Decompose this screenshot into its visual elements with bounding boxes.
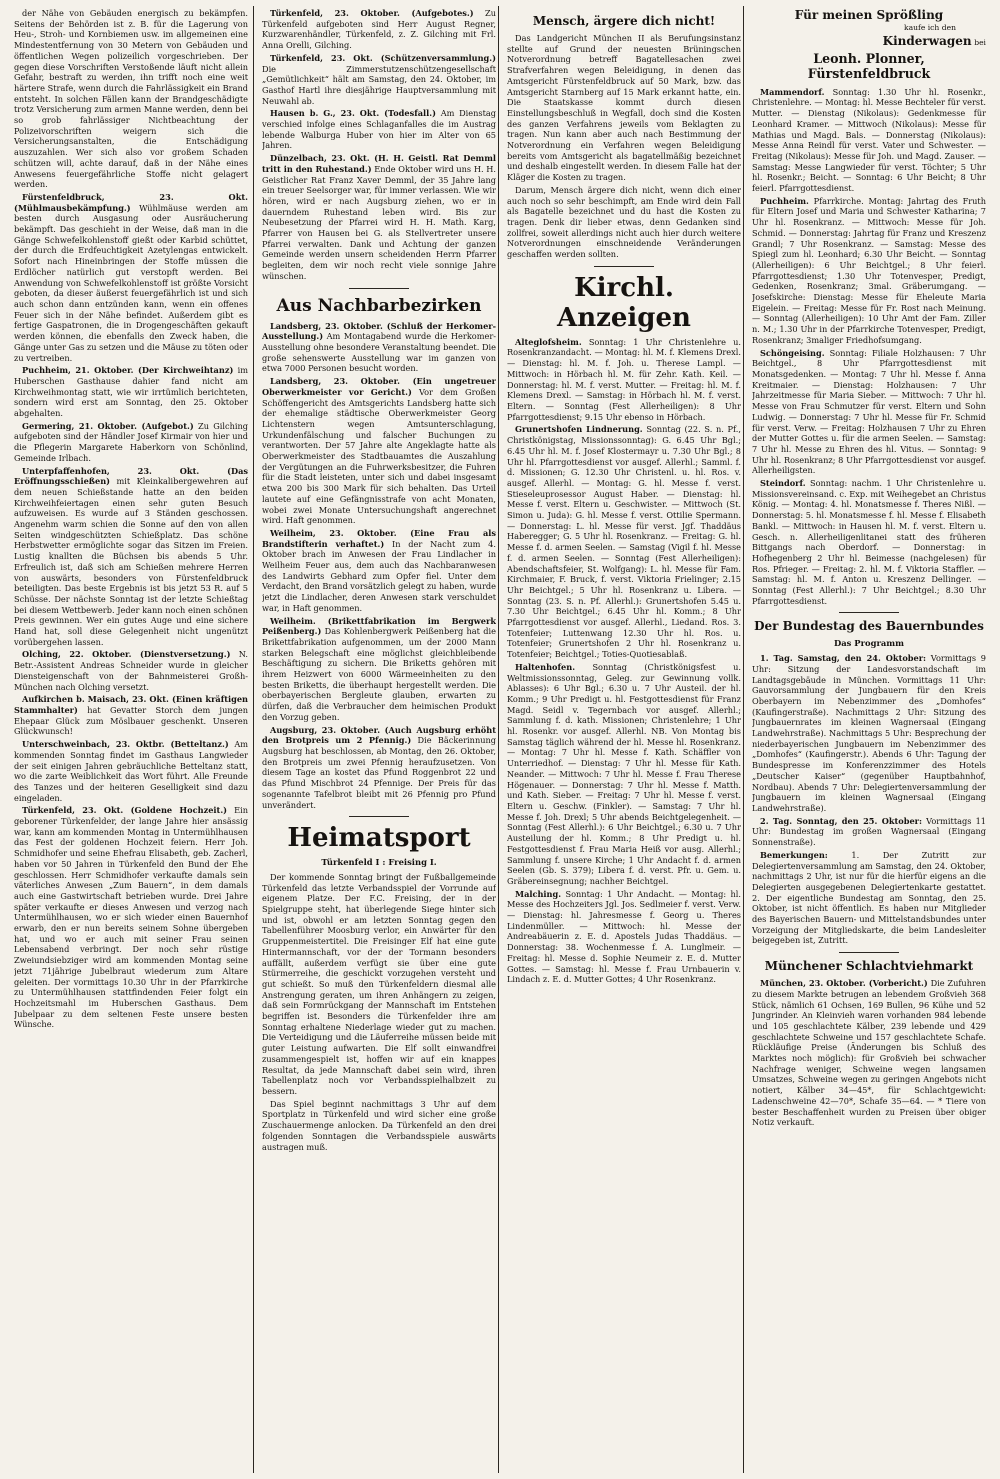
- article-text: Der kommende Sonntag bringt der Fußballgemeinde Türkenfeld das letzte Verbandsspiel der Vorrunde auf eigenem Platze. Der F.C. Freising, der in der Spielgruppe steht, hat überlegende Siege hinter sich und ist, obwohl er am letzten Sonntag gegen den Tabellenführer Moosburg verlor, ein Anwärter für den Gruppenmeistertitel. Die Freisinger Elf hat eine gute Hintermannschaft, vor der der Tormann besonders auffällt, außerdem verfügt sie über eine gute Stürmerreihe, die geschickt vorzugehen versteht und gut schießt. So muß den Türkenfeldern diesmal alle Anstrengung geraten, um ihren Anhängern zu zeigen, daß sein Formrückgang der Mannschaft im Entstehen begriffen ist. Besonders die Türkenfelder ihre am Sonntag erhaltene Niederlage wieder gut zu machen. Die Verteidigung und die Läuferreihe müssen beide mit guter Leistung aufwarten. Die Elf sollt einwandfrei zusammengespielt ist, hoffen wir auf ein knappes Resultat, da jede Mannschaft dabei sein wird, ihren Tabellenplatz noch vor Verbandsspielhalbzeit zu bessern.: [262, 871, 496, 1096]
- separator: [349, 288, 409, 289]
- article-paragraph: [14, 649, 248, 692]
- article-list: [507, 337, 741, 985]
- column-2: [262, 8, 496, 1473]
- ad-product: Kinderwagen: [882, 33, 972, 48]
- article-paragraph: [752, 348, 986, 476]
- sport-subheading: Türkenfeld I : Freising I.: [321, 857, 437, 868]
- article-list: [752, 978, 986, 1128]
- article-paragraph: [14, 694, 248, 737]
- article-paragraph: [262, 725, 496, 811]
- article-text: Das Kohlenbergwerk Peißenberg hat die Brikettfabrikation aufgenommen, um der 2000 Mann starken Belegschaft eine möglichst gleichbleibende Beschäftigung zu sichern. Die Briketts gehören mit ihrem Heizwert von 6000 Wärmeeinheiten zu den besten Briketts, die überhaupt hergestellt werden. Die oberbayerischen Bergleute glauben, erwarten zu dürfen, daß die Verbraucher dem heimischen Produkt den Vorzug geben.: [262, 626, 496, 722]
- column-1: [14, 8, 248, 1473]
- article-text: Ein geborener Türkenfelder, der lange Jahre hier ansässig war, kann am kommenden Montag in Untermühlhausen das Fest der goldenen Hochzeit feiern. Herr Joh. Schmidhofer und seine Ehefrau Elisabeth, geb. Zacherl, haben vor 50 Jahren in Türkenfeld den Bund der Ehe geschlossen. Herr Schmidhofer verkaufte damals sein väterliches Anwesen „Zum Bauern“, in dem damals auch eine Gastwirtschaft betrieben wurde. Drei Jahre später verkaufte er dieses Anwesen und verzog nach Untermühlhausen, wo er sich wieder einen Bauernhof erwarb, den er nun bereits seinem Sohne übergeben hat, und wo er auch mit seiner Frau seinen Lebensabend verbringt. Der noch sehr rüstige Zweiundsiebziger wird am kommenden Montag seine jetzt 71jährige Jubelbraut wiederum zum Altare geleiten. Der vormittags 10.30 Uhr in der Pfarrkirche zu Untermühlhausen stattfindenden Feier folgt ein Hochzeitsmahl im Huberschen Gasthaus. Dem Jubelpaar zu dem seltenen Feste unsere besten Wünsche.: [14, 805, 248, 1030]
- column-rule: [498, 6, 499, 1473]
- article-text: Wühlmäuse werden am besten durch Ausgasung oder Ausräucherung bekämpft. Das geschieht in der Weise, daß man in die Gänge Schwefelkohlenstoff gießt oder Karbid schüttet, der durch die Erdfeuchtigkeit Azetylengas entwickelt. Sofort nach Hineinbringen der Stoffe müssen die Erdlöcher natürlich gut verstopft werden. Bei Anwendung von Schwefelkohlenstoff ist größte Vorsicht geboten, da dieser äußerst feuergefährlich ist und sich auch schon dann entzünden kann, wenn ein offenes Feuer sich in der Nähe befindet. Außerdem gibt es fertige Gaspatronen, die in Drogengeschäften gekauft werden können, die ebenfalls den Zweck haben, die Gänge unter Gas zu setzen und die Mäuse zu töten oder zu vertreiben.: [14, 202, 248, 363]
- article-text: Pfarrkirche. Montag: Jahrtag des Fruth für Eltern Josef und Maria und Schwester Katharina; 7 Uhr hl. Rosenkranz. — Mittwoch: Messe für Joh. Schmid. — Donnerstag: Jahrtag für Franz und Kreszenz Grandl; 7 Uhr Rosenkranz. — Samstag: Messe des Spiegl zum hl. Leonhard; 6.30 Uhr Beicht. — Sonntag (Allerheiligen): 6 Uhr Beichtgel.; 8 Uhr feierl. Pfarrgottesdienst; 1.30 Uhr Totenvesper, Predigt, Gedenken, Rosenkranz; 3mal. Gräberumgang. — Josefskirche: Dienstag: Messe für Eheleute Maria Eigelein. — Freitag: Messe für Fr. Rost nach Meinung. — Sonntag (Allerheiligen): 10 Uhr Amt der Fam. Ziller n. M.; 1.30 Uhr in der Pfarrkirche Totenvesper, Predigt, Rosenkranz; 3maliger Friedhofsumgang.: [752, 195, 986, 345]
- article-dateline: Olching, 22. Oktober. (Dienstversetzung.): [22, 649, 231, 660]
- article-text: Sonntag (22. S. n. Pf., Christkönigstag, Missionssonntag): G. 6.45 Uhr Bgl.; 6.45 Uhr hl. M. f. Josef Klostermayr u. 7.30 Uhr Bgl.; 8 Uhr hl. Pfarrgottesdienst vor ausgef. Allerhl.; Samml. f. d. Missionen; G. 12.30 Uhr Christenl. u. hl. Ros. v. ausgef. Allerhl. — Montag: G. hl. Messe f. verst. Stieseleuprosessor August Haber. — Dienstag: hl. Messe f. verst. Eltern u. Geschwister. — Mittwoch (St. Simon u. Juda): G. hl. Messe f. verst. Ottilie Spermann. — Donnerstag: L. hl. Messe für verst. Jgf. Thaddäus Haberegger; G. 5 Uhr hl. Rosenkranz. — Freitag: G. hl. Messe f. d. armen Seelen. — Samstag (Vigil f. hl. Messe f. d. armen Seelen. — Sonntag (Fest Allerheiligen): Abendschaftsfeier, St. Wolfgang): L. hl. Messe für Fam. Kirchmaier, F. Bruck, f. verst. Viktoria Frielinger; 2.15 Uhr Beichtgel.; 5 Uhr hl. Rosenkranz u. Libera. — Sonntag (23. S. n. Pf. Allerhl.): Grunertshofen 5.45 u. 7.30 Uhr Beichtgel.; 6.45 Uhr hl. Komm.; 8 Uhr Pfarrgottesdienst vor ausgef. Allerhl., Liedand. Ros. 3. Totenfeier; Luttenwang 12.30 Uhr hl. Ros. u. Totenfeier; Grunertshofen 2 Uhr hl. Rosenkranz u. Totenfeier; Beichtgel.; Toties-Quotiesablaß.: [507, 424, 741, 660]
- article-paragraph: [14, 466, 248, 648]
- section-heading-bundestag: Der Bundestag des Bauernbundes: [754, 619, 984, 634]
- article-text: mit Kleinkalibergewehren auf dem neuen Schießstande hatte an den beiden Kirchweihfeiertagen einen sehr guten Besuch aufzuweisen. Es wurde auf 3 Ständen geschossen. Angenehm warm schien die Sonne auf den von allen Seiten windgeschützten Schießplatz. Das schöne Herbstwetter ermöglichte sogar das Sitzen im Freien. Lustig knallten die Büchsen bis abends 5 Uhr. Erfreulich ist, daß sich am Schießen mehrere Herren von auswärts, besonders von Fürstenfeldbruck beteiligten. Das beste Ergebnis ist bis jetzt 53 R. auf 5 Schüsse. Der nächste Sonntag ist der letzte Schießtag bei diesem Wettbewerb. Jeder kann noch einen schönen Preis gewinnen. Wer ein gutes Auge und eine sichere Hand hat, soll diese Gelegenheit nicht ungenützt vorübergehen lassen.: [14, 476, 248, 647]
- article-dateline: München, 23. Oktober. (Vorbericht.): [760, 978, 928, 989]
- column-4: [752, 8, 986, 1473]
- article-list: [14, 8, 248, 1030]
- article-text: Zu Gilching aufgeboten sind der Händler Josef Kirmair von hier und die Pflegerin Margarete Haberkorn von Schönlind, Gemeinde Irlbach.: [14, 420, 248, 463]
- article-paragraph: [14, 8, 248, 190]
- article-text: Am Dienstag verschied infolge eines Schlaganfalles die im Austrag lebende Walburga Huber von hier im Alter von 65 Jahren.: [262, 108, 496, 151]
- section-heading-kirchl-anzeigen: Kirchl. Anzeigen: [557, 272, 691, 333]
- article-dateline: Alteglofsheim.: [515, 336, 582, 347]
- article-text: Sonntag: Filiale Holzhausen: 7 Uhr Beichtgel., 8 Uhr Pfarrgottesdienst mit Monatsgedenken. — Montag: 7 Uhr hl. Messe f. Anna Kreitmaier. — Dienstag: Holzhausen: 7 Uhr Jahrzeitmesse für Maria Sieber. — Mittwoch: 7 Uhr hl. Messe von Frau Schmutzer für verst. Eltern und Sohn Ludwig. — Donnerstag: 7 Uhr hl. Messe für Fr. Schmid für verst. Verw. — Freitag: Holzhausen 7 Uhr zu Ehren der Mutter Gottes u. für die armen Seelen. — Samstag: 7 Uhr hl. Messe zu Ehren des hl. Vitus. — Sonntag: 9 Uhr hl. Rosenkranz; 8 Uhr Pfarrgottesdienst vor ausgef. Allerheiligsten.: [752, 347, 986, 476]
- ad-merchant: Leonh. Plonner, Fürstenfeldbruck: [807, 50, 931, 81]
- article-text: Vor dem Großen Schöffengericht des Amtsgerichts Landsberg hatte sich der ehemalige städtische Oberwerkmeister Georg Lichtenstern wegen Amtsunterschlagung, Urkundenfälschung und falscher Buchungen zu verantworten. Der 57 Jahre alte Angeklagte hatte als Oberwerkmeister des Stadtbauamtes die Auszahlung der Vergütungen an die Fuhrwerksbesitzer, die Fuhren für die Stadt leisteten, unter sich und dabei insgesamt etwa 200 bis 300 Mark für sich behalten. Das Urteil lautete auf eine Gefängnisstrafe von acht Monaten, wobei zwei Monate Untersuchungshaft angerechnet wird. Haft genommen.: [262, 386, 496, 526]
- article-text: Das Spiel beginnt nachmittags 3 Uhr auf dem Sportplatz in Türkenfeld und wird sicher eine große Zuschauermenge anlocken. Da Türkenfeld an den drei folgenden Sonntagen die Verbandsspiele auswärts austragen muß.: [262, 1098, 496, 1152]
- article-dateline: Germering, 21. Oktober. (Aufgebot.): [22, 420, 194, 431]
- article-text: Zu Türkenfeld aufgeboten sind Herr August Regner, Kurzwarenhändler, Türkenfeld, z. Z. Gilching mit Frl. Anna Orelli, Gilching.: [262, 8, 496, 51]
- article-text: Vormittags 11 Uhr: Bundestag im großen Wagnersaal (Eingang Sonnenstraße).: [752, 815, 986, 848]
- column-rule: [253, 6, 254, 1473]
- article-text: Sonntag: 1 Uhr Christenlehre u. Rosenkranzandacht. — Montag: hl. M. f. Klemens Drexl. — Dienstag: hl. M. f. Joh. u. Therese Lampl. — Mittwoch: in Hörbach hl. M. für Zehr. Kath. Keil. — Donnerstag: hl. M. f. verst. Mutter. — Freitag: hl. M. f. Klemens Drexl. — Samstag: in Hörbach hl. M. f. verst. Eltern. — Sonntag (Fest Allerheiligen): 8 Uhr Pfarrgottesdienst; 9.15 Uhr ebenso in Hörbach.: [507, 336, 741, 422]
- article-dateline: Puchheim.: [760, 195, 809, 206]
- article-dateline: 2. Tag. Sonntag, den 25. Oktober:: [760, 815, 923, 826]
- ad-line: kaufe ich den: [904, 23, 956, 32]
- article-dateline: Haltenhofen.: [515, 661, 576, 672]
- article-dateline: Augsburg, 23. Oktober. (Auch Augsburg erhöht den Brotpreis um 2 Pfennig.): [262, 724, 496, 746]
- article-dateline: Grunertshofen Lindnerung.: [515, 424, 643, 435]
- article-text: Am kommenden Sonntag findet im Gasthaus Langwieder der seit einigen Jahren gebräuchliche Betteltanz statt, wo die zarte Weiblichkeit das Wort führt. Alle Freunde des Tanzes und der heiteren Geselligkeit sind dazu eingeladen.: [14, 739, 248, 803]
- article-paragraph: [507, 337, 741, 423]
- article-paragraph: [262, 616, 496, 723]
- article-list: [752, 653, 986, 946]
- article-paragraph: [752, 87, 986, 194]
- article-paragraph: [752, 816, 986, 848]
- article-dateline: 1. Tag. Samstag, den 24. Oktober:: [760, 653, 927, 664]
- separator: [839, 612, 899, 613]
- article-list: [262, 321, 496, 811]
- article-dateline: Weilheim. (Brikettfabrikation im Bergwerk Peißenberg.): [262, 615, 496, 637]
- article-text: Sonntag: 1.30 Uhr hl. Rosenkr., Christenlehre. — Montag: hl. Messe Bechteler für verst. Mutter. — Dienstag (Nikolaus): Gedenkmesse für Leonhard Kramer. — Mittwoch (Nikolaus): Messe für Mathias und Magd. Bals. — Donnerstag (Nikolaus): Messe Anna Reindl für verst. Vater und Schwester. — Freitag (Nikolaus): Messe für Joh. und Magd. Zauser. — Samstag: Messe Langwieder für verst. Töchter; 5 Uhr hl. Rosenkr.; Beicht. — Sonntag: 6 Uhr Beicht; 8 Uhr feierl. Pfarrgottesdienst.: [752, 86, 986, 194]
- article-list: [752, 87, 986, 607]
- ad-line: Für meinen Sprößling: [794, 8, 944, 22]
- article-text: Die Zimmerstutzenschützengesellschaft „Gemütlichkeit“ hält am Samstag, den 24. Oktober, im Gasthof Hartl ihre diesjährige Hauptversammlung mit Neuwahl ab.: [262, 63, 496, 106]
- article-paragraph: [507, 185, 741, 260]
- article-paragraph: [507, 33, 741, 183]
- article-paragraph: [262, 321, 496, 375]
- section-heading-nachbarbezirke: Aus Nachbarbezirken: [276, 295, 482, 316]
- separator: [839, 952, 899, 953]
- article-text: Die Bäckerinnung Augsburg hat beschlossen, ab Montag, den 26. Oktober, den Brotpreis um zwei Pfennig heraufzusetzen. Von diesem Tage an kostet das Pfund Roggenbrot 22 und das Pfund Mischbrot 24 Pfennige. Der Preis für das sogenannte Tafelbrot bleibt mit 26 Pfennig pro Pfund unverändert.: [262, 735, 496, 810]
- article-paragraph: [752, 978, 986, 1128]
- article-text: Darum, Mensch ärgere dich nicht, wenn dich einer auch noch so sehr beschimpft, am Ende wird dein Fall als Bagatelle bezeichnet und du hast die Kosten zu tragen. Denk dir lieber etwas, denn Gedanken sind zollfrei, soweit allerdings nicht auch hier durch weitere Notverordnungen einschneidende Veränderungen geschaffen werden sollten.: [507, 184, 741, 260]
- article-dateline: Aufkirchen b. Maisach, 23. Okt. (Einen kräftigen Stammhalter): [14, 694, 248, 715]
- separator: [349, 816, 409, 817]
- article-text: im Huberschen Gasthause dahier fand nicht am Kirchweihmontag statt, wie wir irrtümlich berichteten, sondern wird erst am Sonntag, den 25. Oktober abgehalten.: [14, 365, 248, 419]
- article-text: 1. Der Zutritt zur Delegiertenversammlung am Samstag, den 24. Oktober, nachmittags 2 Uhr, ist nur für die hierfür eigens an die Delegierten ausgegebenen Delegiertenkarte gestattet. 2. Der eigentliche Bundestag am Sonntag, den 25. Oktober, ist nicht öffentlich. Es haben nur Mitglieder des Bayerischen Bauern- und Mittelstandsbundes unter Vorzeigung der Mitgliedskarte, die beim Landesleiter beigegeben ist, Zutritt.: [752, 849, 986, 946]
- article-paragraph: [14, 421, 248, 464]
- advertisement: [752, 8, 986, 81]
- section-heading-schlachtviehmarkt: Münchener Schlachtviehmarkt: [764, 959, 974, 974]
- article-dateline: Weilheim, 23. Oktober. (Eine Frau als Brandstifterin verhaftet.): [262, 527, 496, 549]
- article-dateline: Dünzelbach, 23. Okt. (H. H. Geistl. Rat Demml tritt in den Ruhestand.): [262, 153, 496, 174]
- article-dateline: Mammendorf.: [760, 86, 825, 97]
- article-paragraph: [262, 872, 496, 1097]
- article-dateline: Schöngeising.: [760, 347, 825, 358]
- article-text: Ende Oktober wird uns H. H. Geistlicher Rat Franz Xaver Demml, der 35 Jahre lang ein treuer Seelsorger war, für immer verlassen. Wie wir hören, wird er nach Augsburg ziehen, wo er in dauerndem Ruhestand leben wird. Bis zur Neubesetzung der Pfarrei wird H. H. Math. Karg, Pfarrer von Hausen bei G. als Stellvertreter unsere Pfarrei verwalten. Dank und Achtung der ganzen Gemeinde werden unsern scheidenden Herrn Pfarrer begleiten, dem wir noch recht viele sonnige Jahre wünschen.: [262, 163, 496, 281]
- article-paragraph: [14, 192, 248, 363]
- article-paragraph: [262, 153, 496, 281]
- article-text: Vormittags 9 Uhr: Sitzung der Landesvorstandschaft im Landtagsgebäude in München. Vormittags 11 Uhr: Gauvorsammlung der Jungbauern für den Kreis Oberbayern im Nebenzimmer des „Domhofes“ (Kaufingerstraße). Nachmittags 2 Uhr: Sitzung des Jungbauernrates im kleinen Wagnersaal (Eingang Landwehrstraße). Nachmittags 5 Uhr: Besprechung der niederbayerischen Jungbauern im Nebenzimmer des „Domhofes“ (Kaufingerstr.). Abends 6 Uhr: Tagung der Bundespresse im Konferenzzimmer des Hotels „Deutscher Kaiser“ (gegenüber Hauptbahnhof, Nordbau). Abends 7 Uhr: Delegiertenversammlung der Jungbauern im kleinen Wagnersaal (Eingang Landwehrstraße).: [752, 653, 986, 813]
- article-text: hat Gevatter Storch dem jungen Ehepaar Glück zum Möslbauer geschenkt. Unseren Glückwunsch!: [14, 705, 248, 737]
- article-paragraph: [752, 478, 986, 606]
- separator: [594, 266, 654, 267]
- ad-line: bei: [974, 37, 986, 47]
- article-paragraph: [752, 196, 986, 346]
- article-dateline: Türkenfeld, 23. Okt. (Goldene Hochzeit.): [22, 805, 228, 816]
- article-paragraph: [262, 528, 496, 614]
- article-dateline: Bemerkungen:: [760, 849, 828, 860]
- article-dateline: Landsberg, 23. Oktober. (Ein ungetreuer Oberwerkmeister vor Gericht.): [262, 376, 496, 397]
- article-text: N. Betr.-Assistent Andreas Schneider wurde in gleicher Diensteigenschaft von der Bahnmeisterei Großh-München nach Olching versetzt.: [14, 649, 248, 692]
- article-dateline: Puchheim, 21. Oktober. (Der Kirchweihtanz): [22, 365, 234, 376]
- article-paragraph: [507, 424, 741, 659]
- article-dateline: Hausen b. G., 23. Okt. (Todesfall.): [270, 108, 436, 119]
- article-paragraph: [507, 889, 741, 985]
- article-text: Die Zufuhren zu diesem Markte betrugen an lebendem Großvieh 368 Stück, nämlich 61 Ochsen, 169 Bullen, 96 Kühe und 52 Jungrinder. An Kleinvieh waren vorhanden 984 lebende und 105 geschlachtete Kälber, 239 lebende und 429 geschlachtete Schweine und 157 geschlachtete Schafe. Rückläufige Preise (Änderungen bis Schluß des Marktes noch möglich): für Großvieh bei schwacher Nachfrage weniger, Schweine wegen langsamen Umsatzes, Schweine wegen zu geringen Angebots nicht notiert, Kälber 34—45*, für Schlachtgewicht: Ladenschweine 42—70*, Schafe 35—64. — * Tiere von bester Beschaffenheit wurden zu Preisen über obiger Notiz verkauft.: [752, 978, 986, 1128]
- article-dateline: Steindorf.: [760, 478, 806, 489]
- article-paragraph: [262, 108, 496, 151]
- article-dateline: Fürstenfeldbruck, 23. Okt. (Mühlmausbekämpfung.): [14, 191, 248, 213]
- article-text: Sonntag: 1 Uhr Andacht. — Montag: hl. Messe des Hochzeiters Jgl. Jos. Sedlmeier f. verst. Verw. — Dienstag: hl. Jahresmesse f. Georg u. Theres Lindenmüller. — Mittwoch: hl. Messe der Andreabäuerin z. E. d. Apostels Judas Thaddäus. — Donnerstag: 38. Wochenmesse f. A. Lunglmeir. — Freitag: hl. Messe d. Sophie Neumeir z. E. d. Mutter Gottes. — Samstag: hl. Messe f. Frau Urnbauerin v. Lindach z. E. d. Mutter Gottes; 4 Uhr Rosenkranz.: [507, 888, 741, 985]
- article-list: [507, 33, 741, 260]
- column-rule: [743, 6, 744, 1473]
- section-heading-heimatsport: Heimatsport: [287, 823, 471, 854]
- article-paragraph: [752, 850, 986, 946]
- article-text: In der Nacht zum 4. Oktober brach im Anwesen der Frau Lindlacher in Weilheim Feuer aus, dem auch das Nachbaranwesen des Landwirts Gebhard zum Opfer fiel. Unter dem Verdacht, den Brand vorsätzlich gelegt zu haben, wurde jetzt die Lindlacher, deren Anwesen stark verschuldet war, in Haft genommen.: [262, 538, 496, 613]
- article-text: Am Montagabend wurde die Herkomer-Ausstellung ohne besondere Veranstaltung beendet. Die große sehenswerte Ausstellung war im ganzen von etwa 7000 Personen besucht worden.: [262, 331, 496, 374]
- article-list: [262, 8, 496, 282]
- column-3: [507, 8, 741, 1473]
- article-paragraph: [262, 376, 496, 526]
- article-paragraph: [14, 365, 248, 419]
- article-paragraph: [262, 53, 496, 107]
- article-dateline: Türkenfeld, 23. Okt. (Schützenversammlung.): [270, 52, 496, 63]
- article-text: der Nähe von Gebäuden energisch zu bekämpfen. Seitens der Behörden ist z. B. für die Lagerung von Heu-, Stroh- und Kornbiemen usw. im allgemeinen eine Mindestentfernung von 30 Metern von Gebäuden und öffentlichen Wegen polizeilich vorgeschrieben. Der gegen diese Vorschriften Verstoßende läuft nicht allein Gefahr, bestraft zu werden, ihn trifft noch eine weit härtere Strafe, wenn durch die Fahrlässigkeit ein Brand entsteht. In solchen Fällen kann der Brandgeschädigte trotz Versicherung zum armen Manne werden, denn bei so grob fahrlässiger Nichtbeachtung der Polizeivorschriften weigern sich die Versicherungsanstalten, die Entschädigung auszuzahlen. Wer sich also vor großem Schaden schützen will, achte darauf, daß in der Nähe eines Anwesens feuergefährliche Stoffe nicht gelagert werden.: [14, 8, 248, 190]
- article-text: Das Landgericht München II als Berufungsinstanz stellte auf Grund der neuesten Brüningschen Notverordnung betreff Bagatellesachen zwei Strafverfahren wegen Beleidigung, in denen das Amtsgericht Fürstenfeldbruck auf 50 Mark, bzw. das Amtsgericht Starnberg auf 15 Mark erkannt hatte, ein. Die Staatskasse kommt durch diesen Einstellungsbeschluß in Wegfall, doch sind die Kosten des ganzen Verfahrens jeweils vom Beklagten zu tragen. Nun kann aber auch nach Bestimmung der Notverordnung ein Verfahren wegen Beleidigung bereits vom Amtsgericht als bagatellmäßig bezeichnet und deshalb eingestellt werden. In diesem Falle hat der Kläger die Kosten zu tragen.: [507, 33, 741, 183]
- bundestag-subheading: Das Programm: [833, 638, 905, 649]
- article-dateline: Landsberg, 23. Oktober. (Schluß der Herkomer-Ausstellung.): [262, 320, 496, 342]
- article-list: [262, 872, 496, 1152]
- article-paragraph: [507, 662, 741, 887]
- article-paragraph: [14, 739, 248, 803]
- article-paragraph: [262, 1099, 496, 1153]
- article-dateline: Unterpfaffenhofen, 23. Okt. (Das Eröffnungsschießen): [14, 465, 248, 487]
- article-paragraph: [14, 805, 248, 1030]
- article-dateline: Unterschweinbach, 23. Oktbr. (Betteltanz.): [22, 739, 229, 750]
- article-dateline: Türkenfeld, 23. Oktober. (Aufgebotes.): [270, 8, 474, 18]
- article-paragraph: [262, 8, 496, 51]
- article-dateline: Malching.: [515, 888, 562, 899]
- article-text: Sonntag (Christkönigsfest u. Weltmissionssonntag, Geleg. zur Gewinnung vollk. Ablasses): 6 Uhr Bgl.; 6.30 u. 7 Uhr Austeil. der hl. Komm.; 9 Uhr Predigt u. hl. Festgottesdienst für Franz Magd. Seidl v. Tegernbach vor ausgef. Allerhl.; Sammlung f. d. kath. Missionen; Christenlehre; 1 Uhr hl. Rosenkr. vor ausgef. Allerhl. NB. Von Montag bis Samstag täglich während der hl. Messe hl. Rosenkranz. — Montag: 7 Uhr hl. Messe f. Kath. Schäffler von Unterriedhof. — Dienstag: 7 Uhr hl. Messe für Kath. Neander. — Mittwoch: 7 Uhr hl. Messe f. Frau Therese Högenauer. — Donnerstag: 7 Uhr hl. Messe f. Matth. und Kath. Sieber. — Freitag: 7 Uhr hl. Messe f. verst. Eltern u. Geschw. (Finkler). — Samstag: 7 Uhr hl. Messe f. Joh. Drexl; 5 Uhr abends Beichtgelegenheit. — Sonntag (Fest Allerhl.): 6 Uhr Beichtgel.; 6.30 u. 7 Uhr Austeilung der hl. Komm.; 8 Uhr Predigt u. hl. Festgottesdienst f. Frau Maria Heiß vor ausg. Allerhl.; Sammlung f. unsere Kirche; 1 Uhr Andacht f. d. armen Seelen (Gb. S. 379); Libera f. d. verst. Pfr. u. Gem. u. Gräbereinsegnung; nachher Beichtgel.: [507, 661, 741, 886]
- article-heading-mensch: Mensch, ärgere dich nicht!: [532, 14, 716, 28]
- article-paragraph: [752, 653, 986, 814]
- article-text: Sonntag: nachm. 1 Uhr Christenlehre u. Missionsvereinsand. c. Exp. mit Weihegebet an Christus König. — Montag: 4. hl. Monatsmesse f. Theres Nißl. — Donnerstag: 5. hl. Monatsmesse f. hl. Messe f. Elisabeth Bankl. — Mittwoch: in Hausen hl. M. f. verst. Eltern u. Gesch. n. Allerheiligenlitanei statt des früheren Bittgangs nach Oberdorf. — Donnerstag: in Hofhegenberg 2 Uhr hl. Beimesse (nachgelesen) für Ros. Pfrieger. — Freitag: 2. hl. M. f. Viktoria Staffler. — Samstag: hl. M. f. Anton u. Kreszenz Dellinger. — Sonntag (Fest Allerhl.): 7 Uhr Beichtgel.; 8.30 Uhr Pfarrgottesdienst.: [752, 478, 986, 606]
